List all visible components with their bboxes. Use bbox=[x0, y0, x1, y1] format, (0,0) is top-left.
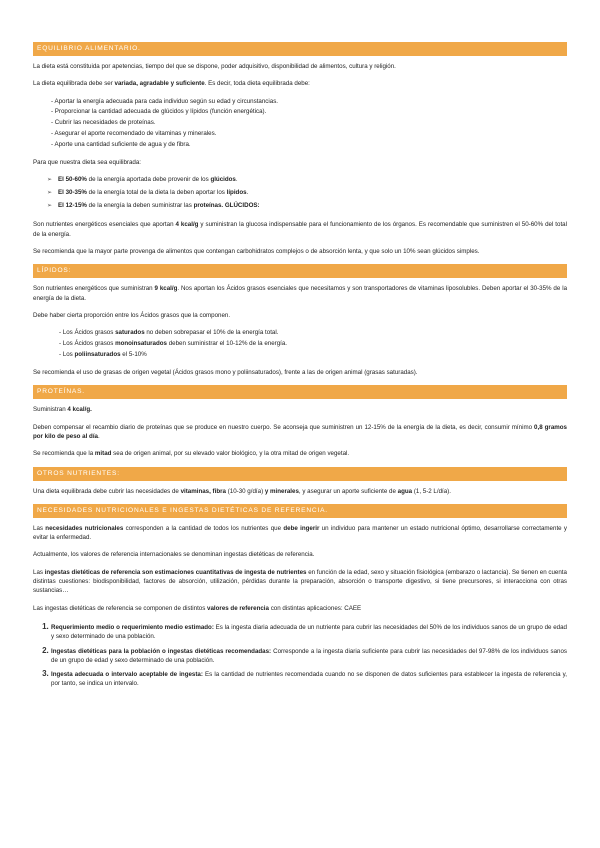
paragraph bbox=[33, 423, 567, 442]
bold-text: poliinsaturados bbox=[74, 350, 121, 358]
text: Las ingestas dietéticas de referencia se componen de distintos bbox=[33, 604, 208, 612]
paragraph bbox=[33, 568, 567, 596]
text: Los Ácidos grasos bbox=[62, 339, 116, 347]
bold-text: agua bbox=[397, 487, 413, 495]
reference-values-list bbox=[33, 621, 567, 689]
text: y suministran la glucosa indispensable para el funcionamiento de los órganos. Es recomendable que suministren el 50-60% del total de la energía. bbox=[33, 221, 567, 238]
list-item bbox=[47, 175, 567, 185]
paragraph: Se recomienda el uso de grasas de origen vegetal (Ácidos grasos mono y poliinsaturados), frente a las de origen animal (grasas saturadas). bbox=[33, 369, 418, 377]
bold-text: monoinsaturados bbox=[115, 339, 167, 347]
paragraph: Debe haber cierta proporción entre los Ácidos grasos que la componen. bbox=[33, 311, 231, 319]
bold-text: 4 kcal/g. bbox=[67, 406, 92, 414]
bold-text: El 50-60% bbox=[58, 176, 87, 184]
bold-text: Requerimiento medio o requerimiento medio estimado: bbox=[51, 623, 214, 631]
list-item: - Asegurar el aporte recomendado de vitaminas y minerales. bbox=[51, 129, 567, 138]
fatty-acids-list bbox=[33, 328, 567, 359]
section-header-proteinas: PROTEÍNAS. bbox=[33, 385, 567, 399]
text: Las bbox=[33, 568, 45, 576]
paragraph bbox=[33, 284, 567, 303]
text: . Nos aportan los Ácidos grasos esenciales que necesitamos y son transportadores de vitaminas liposolubles. Deben aportar el 30-35% de la energía de la dieta. bbox=[33, 285, 568, 302]
bold-text: necesidades nutricionales bbox=[45, 524, 124, 532]
text: Los bbox=[62, 350, 75, 358]
paragraph bbox=[33, 79, 567, 88]
bold-text: proteínas. GLÚCIDOS: bbox=[193, 202, 260, 210]
bold-text: El 12-15% bbox=[58, 202, 87, 210]
text: deben suministrar el 10-12% de la energía. bbox=[166, 339, 288, 347]
text: Los Ácidos grasos bbox=[62, 329, 116, 337]
text: en función de la edad, sexo y situación fisiológica (embarazo o lactancia). Se tienen en cuenta distintas cuestiones: biodisponibilidad, factores de absorción, utilización, pérdidas durante la preparación, absorción o transporte digestivo, si tiene precursores, si interacciona con otras sustancias… bbox=[33, 568, 567, 595]
section-header-equilibrio: EQUILIBRIO ALIMENTARIO. bbox=[33, 42, 567, 56]
paragraph: Se recomienda que la mayor parte provenga de alimentos que contengan carbohidratos complejos o de absorción lenta, y que solo un 10% sean glúcidos simples. bbox=[33, 247, 480, 255]
text: Corresponde a la ingesta diaria suficiente para cubrir las necesidades del 97-98% de los individuos sanos de un grupo de edad y sexo determinado de una población. bbox=[51, 647, 567, 664]
list-item bbox=[59, 328, 567, 337]
text: . bbox=[235, 176, 238, 184]
paragraph bbox=[33, 405, 567, 414]
bold-text: y minerales bbox=[264, 487, 299, 495]
bold-text: vitaminas, fibra bbox=[180, 487, 226, 495]
text: (10-30 g/día) bbox=[225, 487, 265, 495]
text: Las bbox=[33, 524, 46, 532]
section-header-necesidades: NECESIDADES NUTRICIONALES E INGESTAS DIETÉTICAS DE REFERENCIA. bbox=[33, 504, 567, 518]
text: (1, 5-2 L/día). bbox=[412, 487, 451, 495]
bold-text: 9 kcal/g bbox=[154, 285, 178, 293]
text: Son nutrientes energéticos esenciales que aportan bbox=[33, 221, 176, 229]
text: de la energía la deben suministrar las bbox=[86, 202, 194, 210]
text: . bbox=[97, 432, 100, 440]
bold-text: mitad bbox=[94, 450, 112, 458]
text: Son nutrientes energéticos que suministran bbox=[33, 285, 155, 293]
section-header-otros-nutrientes: OTROS NUTRIENTES: bbox=[33, 467, 567, 481]
bold-text: 0,8 gramos por kilo de peso al día bbox=[33, 423, 567, 440]
bold-text: glúcidos bbox=[210, 176, 236, 184]
text: Es la ingesta diaria adecuada de un nutriente para cubrir las necesidades del 50% de los individuos sanos de un grupo de edad y sexo determinado de una población. bbox=[51, 623, 567, 641]
list-item: - Proporcionar la cantidad adecuada de glúcidos y lípidos (función energética). bbox=[51, 107, 567, 116]
text: con distintas aplicaciones: CAEE bbox=[268, 604, 362, 612]
text: el 5-10% bbox=[120, 350, 147, 358]
list-item: - Aporte una cantidad suficiente de agua y de fibra. bbox=[51, 140, 567, 149]
list-item bbox=[51, 645, 567, 666]
list-item: - Cubrir las necesidades de proteínas. bbox=[51, 118, 567, 127]
requirements-list bbox=[33, 97, 567, 149]
bold-text: valores de referencia bbox=[207, 604, 269, 612]
text: de la energía total de la dieta la deben aportar los bbox=[86, 189, 227, 197]
paragraph bbox=[33, 524, 567, 543]
text: no deben sobrepasar el 10% de la energía total. bbox=[144, 329, 279, 337]
text: un individuo para mantener un estado nutricional óptimo, desarrollarse correctamente y evitar la enfermedad. bbox=[33, 524, 568, 542]
text: . bbox=[246, 189, 249, 197]
bold-text: Ingestas dietéticas para la población o ingestas dietéticas recomendadas: bbox=[51, 647, 272, 655]
bold-text: ingestas dietéticas de referencia son estimaciones cuantitativas de ingesta de nutrientes bbox=[44, 568, 307, 576]
list-item bbox=[59, 339, 567, 348]
text: sea de origen animal, por su elevado valor biológico, y la otra mitad de origen vegetal. bbox=[111, 450, 350, 458]
paragraph: Actualmente, los valores de referencia internacionales se denominan ingestas dietéticas de referencia. bbox=[33, 551, 315, 559]
bold-text: El 30-35% bbox=[58, 189, 87, 197]
bold-text: 4 kcal/g bbox=[175, 221, 199, 229]
text: corresponden a la cantidad de todos los nutrientes que bbox=[123, 524, 284, 532]
list-item bbox=[51, 621, 567, 642]
text: Suministran bbox=[33, 406, 68, 414]
bold-text: saturados bbox=[115, 329, 145, 337]
bold-text: debe ingerir bbox=[283, 524, 320, 532]
paragraph bbox=[33, 487, 567, 496]
text: . Es decir, toda dieta equilibrada debe: bbox=[204, 80, 310, 88]
paragraph bbox=[33, 449, 567, 458]
bold-text: lípidos bbox=[226, 189, 247, 197]
bold-text: variada, agradable y suficiente bbox=[114, 80, 205, 88]
paragraph bbox=[33, 220, 567, 239]
bold-text: Ingesta adecuada o intervalo aceptable de ingesta: bbox=[51, 671, 203, 679]
text: Una dieta equilibrada debe cubrir las necesidades de bbox=[33, 487, 181, 495]
section-header-lipidos: LÍPIDOS: bbox=[33, 264, 567, 278]
list-item bbox=[47, 201, 567, 211]
document-page bbox=[33, 40, 567, 692]
energy-distribution-list bbox=[33, 175, 567, 211]
text: Es la cantidad de nutrientes recomendada cuando no se disponen de datos suficientes para establecer la ingesta de referencia y, por tanto, se indica un intervalo. bbox=[51, 671, 567, 688]
text: de la energía aportada debe provenir de los bbox=[86, 176, 211, 184]
arrow-bullet-icon: ➢ bbox=[47, 190, 53, 197]
text: Se recomienda que la bbox=[33, 450, 95, 458]
list-item bbox=[47, 188, 567, 198]
paragraph: La dieta está constituida por apetencias, tiempo del que se dispone, poder adquisitivo, disponibilidad de alimentos, cultura y religión. bbox=[33, 63, 396, 70]
list-item bbox=[51, 668, 567, 689]
paragraph: Para que nuestra dieta sea equilibrada: bbox=[33, 159, 142, 167]
arrow-bullet-icon: ➢ bbox=[47, 203, 53, 210]
text: La dieta equilibrada debe ser bbox=[33, 80, 115, 88]
list-item: - Aportar la energía adecuada para cada individuo según su edad y circunstancias. bbox=[51, 97, 567, 106]
text: , y asegurar un aporte suficiente de bbox=[298, 487, 398, 495]
list-item bbox=[59, 350, 567, 359]
paragraph bbox=[33, 604, 567, 613]
text: Deben compensar el recambio diario de proteínas que se produce en nuestro cuerpo. Se aconseja que suministren un 12-15% de la energía de la dieta, es decir, consumir mínimo bbox=[33, 423, 535, 431]
arrow-bullet-icon: ➢ bbox=[47, 177, 53, 184]
